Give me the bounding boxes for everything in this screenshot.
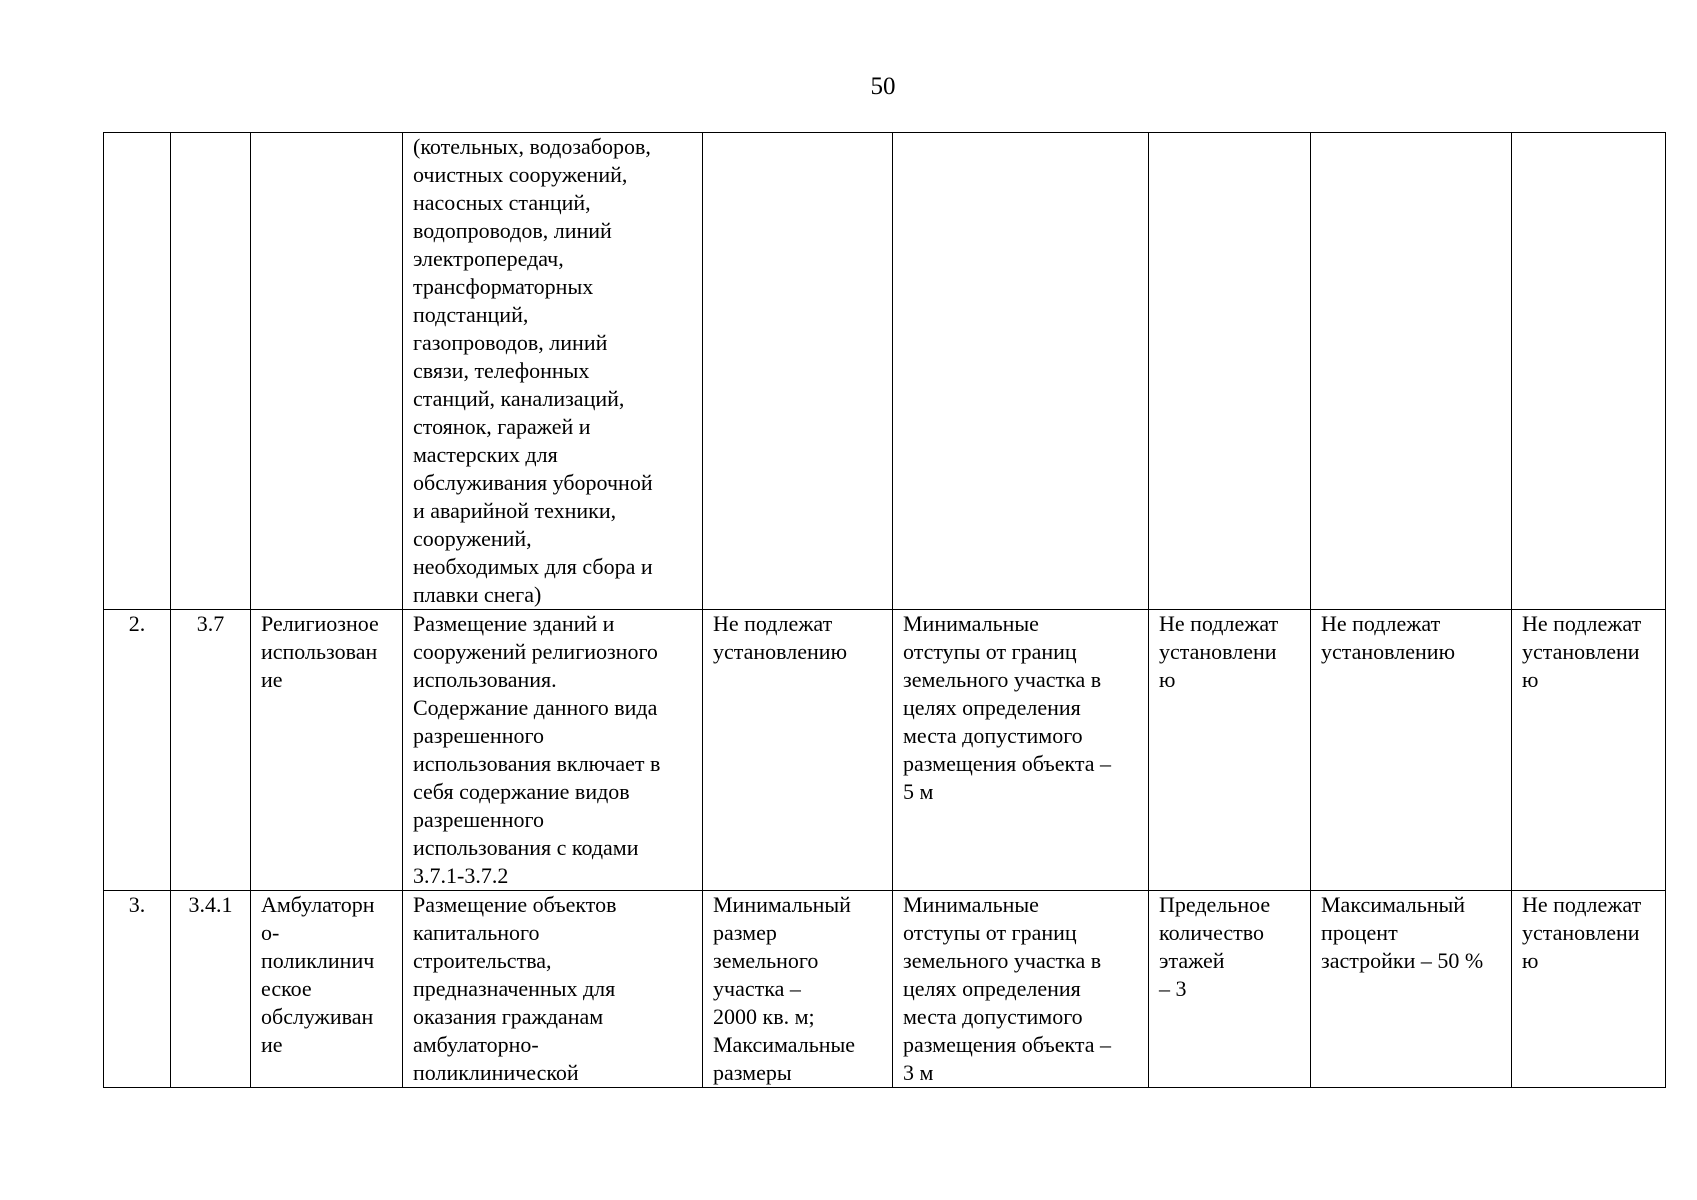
use-code-cell — [171, 133, 251, 610]
table-row — [104, 891, 1666, 1088]
use-description-cell: Размещение зданий и сооружений религиозного использования. Содержание данного вида разрешенного использования включает в себя содержание видов разрешенного использования с кодами 3.7.1-3.7.2 — [403, 610, 703, 891]
table-row — [104, 133, 1666, 610]
row-number-cell: 2. — [104, 610, 171, 891]
plot-size-cell: Не подлежат установлению — [703, 610, 893, 891]
floors-cell — [1149, 133, 1311, 610]
use-code-cell: 3.7 — [171, 610, 251, 891]
row-number-cell — [104, 133, 171, 610]
building-percent-cell: Не подлежат установлению — [1311, 610, 1512, 891]
use-description-cell: (котельных, водозаборов, очистных сооружений, насосных станций, водопроводов, линий электропередач, трансформаторных подстанций, газопроводов, линий связи, телефонных станций, канализаций, стоянок, гаражей и мастерских для обслуживания уборочной и аварийной техники, сооружений, необходимых для сбора и плавки снега) — [403, 133, 703, 610]
zoning-regulations-table — [103, 132, 1666, 1088]
use-code-cell: 3.4.1 — [171, 891, 251, 1088]
setbacks-cell: Минимальные отступы от границ земельного участка в целях определения места допустимого размещения объекта – 5 м — [893, 610, 1149, 891]
floors-cell: Не подлежат установлени ю — [1149, 610, 1311, 891]
setbacks-cell — [893, 133, 1149, 610]
use-description-cell: Размещение объектов капитального строительства, предназначенных для оказания гражданам амбулаторно- поликлинической — [403, 891, 703, 1088]
plot-size-cell — [703, 133, 893, 610]
use-name-cell: Религиозное использован ие — [251, 610, 403, 891]
use-name-cell — [251, 133, 403, 610]
building-percent-cell — [1311, 133, 1512, 610]
other-parameters-cell: Не подлежат установлени ю — [1512, 891, 1666, 1088]
setbacks-cell: Минимальные отступы от границ земельного участка в целях определения места допустимого размещения объекта – 3 м — [893, 891, 1149, 1088]
table-row — [104, 610, 1666, 891]
floors-cell: Предельное количество этажей – 3 — [1149, 891, 1311, 1088]
plot-size-cell: Минимальный размер земельного участка – 2000 кв. м; Максимальные размеры — [703, 891, 893, 1088]
use-name-cell: Амбулаторн о- поликлинич еское обслуживан ие — [251, 891, 403, 1088]
other-parameters-cell: Не подлежат установлени ю — [1512, 610, 1666, 891]
other-parameters-cell — [1512, 133, 1666, 610]
page-number: 50 — [870, 73, 896, 100]
building-percent-cell: Максимальный процент застройки – 50 % — [1311, 891, 1512, 1088]
row-number-cell: 3. — [104, 891, 171, 1088]
